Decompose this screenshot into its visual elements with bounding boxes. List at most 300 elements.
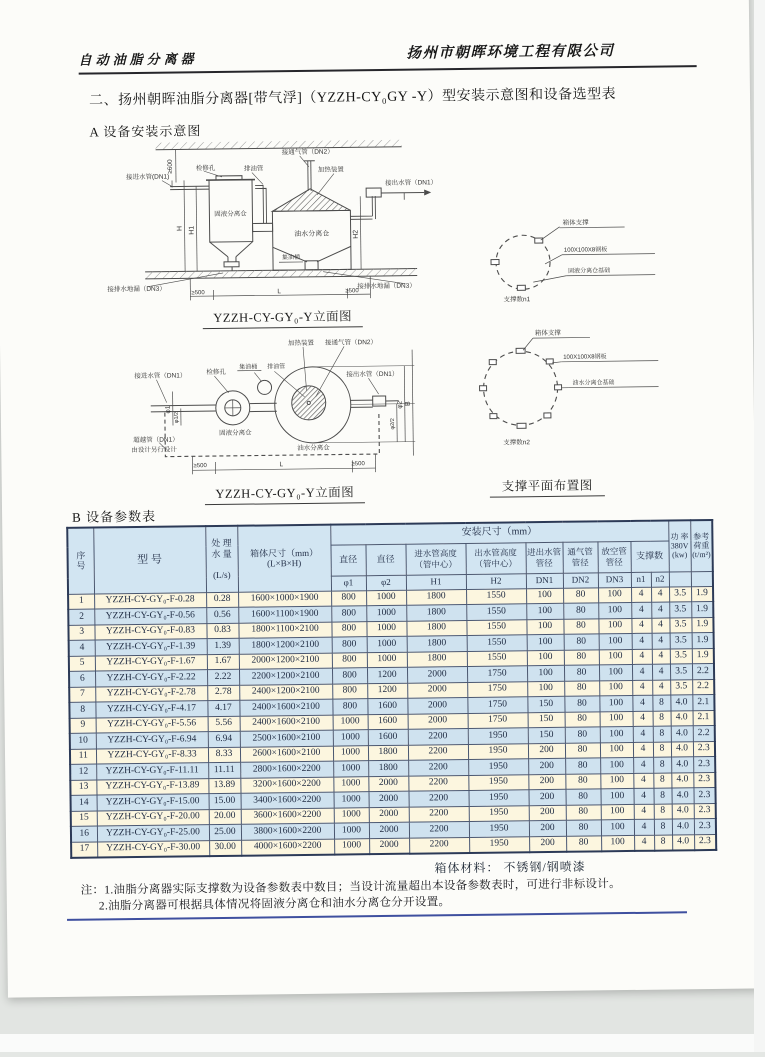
label-outlet-pipe-plan: 接出水管（DN1） [346,369,398,379]
col-header-H2: H2 [466,573,526,589]
label-floor-drain-right: 接排水地漏（DN3） [357,281,416,291]
cell-model: YZZH-CY-GY₀-F-6.94 [96,732,208,749]
cell-dn2: 80 [565,773,600,789]
dim-phi2: φ2 [397,400,404,408]
cell-dn3: 100 [598,602,631,618]
cell-box-size: 2000×1200×2100 [239,653,332,670]
cell-h1: 2200 [409,821,469,837]
cell-h1: 1800 [406,589,466,605]
col-header-phi2: φ2 [366,575,406,590]
col-header-h2-title: 出水管高度 （管中心） [465,542,525,574]
support-caption: 支撑平面布置图 [490,475,605,497]
cell-dn1: 200 [529,836,566,852]
label-solid-chamber-plan: 固液分离仓 [219,428,252,437]
header-company: 扬州市朝晖环境工程有限公司 [406,39,614,63]
label-box-support-2: 箱体支撑 [535,328,562,337]
cell-seq: 2 [68,609,94,625]
cell-h1: 1800 [407,651,467,667]
cell-dn3: 100 [600,773,633,789]
cell-h2: 1950 [468,728,528,744]
cell-flow: 30.00 [209,840,241,856]
cell-h2: 1950 [468,774,528,790]
cell-box-size: 2400×1200×2100 [239,684,332,701]
cell-phi1: 1000 [334,838,369,854]
cell-model: YZZH-CY-GY₀-F-0.28 [94,592,206,609]
cell-phi1: 800 [331,606,366,622]
label-box-support-1: 箱体支撑 [562,217,589,226]
cell-box-size: 3800×1600×2200 [241,823,334,840]
cell-seq: 14 [71,795,97,811]
label-inlet-pipe-plan: 接进水管（DN1） [134,370,186,380]
cell-phi1: 1000 [333,776,368,792]
section-b-heading: B 设备参数表 [72,506,156,526]
cell-seq: 8 [69,702,95,718]
cell-h1: 2200 [408,759,468,775]
cell-phi1: 1000 [334,823,369,839]
cell-power: 3.5 [670,679,692,695]
dim-500-right: ≥500 [345,288,359,294]
cell-phi2: 2000 [369,838,409,854]
dim-H2: H2 [353,230,360,239]
cell-dn2: 80 [566,820,601,836]
params-table [66,519,717,858]
cell-dn2: 80 [565,789,600,805]
cell-phi1: 1000 [333,745,368,761]
cell-load: 2.3 [694,834,716,850]
support2-linework [479,337,659,429]
col-header-dn2-title: 通气管 管径 [562,541,597,572]
cell-phi2: 2000 [368,791,408,807]
cell-n1: 4 [631,602,651,618]
col-header-install: 安装尺寸（mm） [330,521,668,545]
cell-flow: 13.89 [208,778,240,794]
cell-phi1: 800 [331,621,366,637]
elevation-caption: YZZH-CY-GY₀-Y立面图 [203,306,363,329]
col-header-DN2: DN2 [563,572,598,587]
cell-phi2: 1600 [368,714,408,730]
cell-model: YZZH-CY-GY₀-F-2.78 [95,685,207,702]
cell-h1: 1800 [406,620,466,636]
cell-dn3: 100 [598,587,631,603]
label-bypass-note: 由设计另行设计 [131,444,177,454]
cell-dn1: 100 [526,588,563,604]
section-a-heading: A 设备安装示意图 [89,120,201,140]
cell-phi2: 1600 [367,698,407,714]
label-bypass-pipe: 超越管（DN1） [133,434,179,444]
cell-load: 2.2 [692,679,714,695]
cell-phi1: 1000 [333,714,368,730]
cell-dn1: 200 [528,789,565,805]
cell-h1: 2000 [407,682,467,698]
cell-n2: 4 [652,633,670,649]
plan-caption: YZZH-CY-GY₀-Y立面图 [205,482,365,505]
cell-n1: 4 [633,757,653,773]
cell-flow: 2.78 [207,685,239,701]
cell-dn1: 100 [526,619,563,635]
cell-flow: 4.17 [207,700,239,716]
label-floor-drain-left: 接排水地漏（DN3） [107,284,166,294]
cell-dn3: 100 [599,633,632,649]
cell-dn2: 80 [565,758,600,774]
cell-box-size: 3200×1600×2200 [240,777,333,794]
cell-h2: 1950 [468,790,528,806]
cell-model: YZZH-CY-GY₀-F-1.39 [95,639,207,656]
cell-power: 3.5 [670,664,692,680]
label-vent-pipe-plan: 接通气管（DN2） [325,337,377,347]
cell-dn1: 100 [527,681,564,697]
col-header-flow: 处 理 水 量 (L/s) [205,526,238,592]
cell-dn3: 100 [599,695,632,711]
cell-flow: 8.33 [208,747,240,763]
cell-n1: 4 [633,711,653,727]
label-vent-pipe: 接通气管（DN2） [282,147,334,157]
doc-title: 二、扬州朝晖油脂分离器[带气浮]（YZZH-CY₀GY -Y）型安装示意图和设备选型表 [89,83,616,109]
cell-h1: 1800 [406,604,466,620]
cell-power: 4.0 [671,726,693,742]
dim-phi1: φ1 [165,405,172,413]
cell-seq: 11 [70,749,96,765]
cell-h2: 1550 [466,604,526,620]
cell-model: YZZH-CY-GY₀-F-0.83 [94,623,206,640]
label-support-count-2: 支撑数n2 [503,437,530,446]
cell-box-size: 1600×1100×1900 [238,606,331,623]
params-table-head [67,520,713,594]
cell-dn2: 80 [564,680,599,696]
cell-dn1: 150 [527,696,564,712]
cell-n2: 4 [651,586,669,602]
cell-model: YZZH-CY-GY₀-F-2.22 [95,670,207,687]
cell-n2: 8 [654,834,672,850]
label-heater-plan: 加热装置 [288,338,315,347]
col-header-n2: n2 [651,572,669,587]
cell-model: YZZH-CY-GY₀-F-20.00 [97,809,209,826]
col-header-power: 功 率 380V (kw) [668,520,691,571]
cell-n1: 4 [633,788,653,804]
cell-dn1: 200 [528,774,565,790]
cell-phi1: 800 [332,652,367,668]
label-oil-barrel: 集油桶 [282,253,300,261]
cell-n1: 4 [632,680,652,696]
cell-dn2: 80 [563,618,598,634]
cell-power: 3.5 [669,602,691,618]
cell-model: YZZH-CY-GY₀-F-11.11 [96,763,208,780]
label-oil-water-chamber: 油水分离仓 [294,229,329,238]
cell-h1: 2200 [409,806,469,822]
cell-h2: 1950 [468,743,528,759]
col-header-H1: H1 [406,574,466,590]
cell-dn1: 200 [529,805,566,821]
col-header-n1: n1 [631,572,651,587]
cell-flow: 0.28 [206,592,238,608]
cell-n1: 4 [632,664,652,680]
cell-phi2: 1200 [367,683,407,699]
cell-n1: 4 [633,773,653,789]
cell-dn2: 80 [563,587,598,603]
label-oil-water-chamber-plan: 油水分离仓 [297,443,330,452]
cell-h2: 1550 [467,650,527,666]
dim-H: H [177,226,184,231]
cell-phi2: 1800 [368,745,408,761]
cell-dn1: 100 [527,665,564,681]
cell-phi2: 2000 [369,822,409,838]
cell-dn2: 80 [565,742,600,758]
cell-power: 3.5 [669,617,691,633]
cell-h2: 1950 [468,759,528,775]
cell-h2: 1750 [468,712,528,728]
cell-model: YZZH-CY-GY₀-F-4.17 [95,701,207,718]
cell-h2: 1950 [469,836,529,852]
cell-flow: 6.94 [208,731,240,747]
cell-dn3: 100 [598,618,631,634]
col-header-power-empty [669,571,691,586]
cell-dn1: 100 [526,603,563,619]
cell-model: YZZH-CY-GY₀-F-8.33 [96,747,208,764]
col-header-load: 参考 荷重 (t/m²) [690,520,713,571]
col-header-dn3-title: 放空管 管径 [597,541,630,572]
material-note: 箱体材料： 不锈钢/钢喷漆 [434,858,586,877]
cell-seq: 10 [70,733,96,749]
cell-h1: 2000 [407,697,467,713]
cell-model: YZZH-CY-GY₀-F-30.00 [97,840,209,857]
col-header-DN1: DN1 [526,573,563,588]
label-inlet-pipe: 接进水管(DN1) [126,172,169,182]
cell-phi2: 1000 [367,636,407,652]
cell-seq: 15 [71,811,97,827]
cell-dn2: 80 [565,727,600,743]
cell-phi1: 800 [332,699,367,715]
elevation-linework [144,139,433,300]
cell-load: 1.9 [691,586,713,602]
cell-dn1: 200 [528,743,565,759]
cell-flow: 15.00 [209,793,241,809]
cell-model: YZZH-CY-GY₀-F-13.89 [96,778,208,795]
cell-box-size: 2400×1600×2100 [240,715,333,732]
cell-dn3: 100 [600,742,633,758]
cell-h1: 2200 [408,728,468,744]
cell-dn3: 100 [600,757,633,773]
support1-linework [491,226,656,291]
cell-load: 2.3 [693,772,715,788]
cell-n2: 8 [653,726,671,742]
cell-dn2: 80 [566,835,601,851]
dim-phi2-half: φ2/2 [390,418,396,429]
note-line-2: 2.油脂分离器可根据具体情况将固液分离仓和油水分离仓分开设置。 [99,893,451,913]
cell-n2: 4 [651,602,669,618]
cell-phi1: 1000 [333,761,368,777]
col-header-support: 支撑数 [630,541,668,572]
cell-load: 1.9 [691,601,713,617]
cell-dn1: 100 [527,650,564,666]
cell-seq: 5 [69,656,95,672]
cell-power: 4.0 [672,819,694,835]
cell-dn1: 100 [527,634,564,650]
header-brand: 自动油脂分离器 [78,48,197,68]
cell-n2: 8 [653,710,671,726]
cell-phi1: 800 [331,590,366,606]
label-outlet-pipe: 接出水管（DN1） [385,177,437,187]
label-access-hole: 检修孔 [196,163,216,172]
cell-seq: 6 [69,671,95,687]
cell-n1: 4 [632,695,652,711]
cell-load: 2.3 [694,818,716,834]
scan-edge-right [754,0,765,1052]
cell-dn3: 100 [599,664,632,680]
cell-n1: 4 [634,819,654,835]
cell-box-size: 2200×1200×2100 [239,668,332,685]
cell-load: 2.3 [694,787,716,803]
cell-n1: 4 [631,618,651,634]
cell-power: 4.0 [671,757,693,773]
cell-h2: 1750 [467,681,527,697]
col-header-seq: 序 号 [67,528,94,594]
elevation-diagram [104,137,456,309]
cell-flow: 2.22 [207,669,239,685]
cell-flow: 1.39 [207,638,239,654]
cell-flow: 0.83 [206,623,238,639]
cell-load: 1.9 [691,617,713,633]
label-solid-chamber: 固液分离仓 [214,209,247,218]
cell-load: 1.9 [692,648,714,664]
cell-phi2: 1200 [367,667,407,683]
cell-phi2: 1600 [368,729,408,745]
cell-box-size: 2400×1600×2100 [239,699,332,716]
cell-n2: 8 [654,819,672,835]
cell-box-size: 2500×1600×2100 [240,730,333,747]
label-foundation-1: 固液分离仓基础 [568,266,610,275]
params-table-body [68,586,716,857]
cell-n1: 4 [631,587,651,603]
cell-n2: 8 [653,772,671,788]
dim-B: B [405,401,412,406]
cell-phi2: 2000 [368,776,408,792]
cell-power: 4.0 [672,788,694,804]
cell-h2: 1950 [469,821,529,837]
cell-dn2: 80 [563,603,598,619]
cell-dn1: 150 [528,712,565,728]
cell-dn3: 100 [601,819,634,835]
cell-phi2: 1000 [367,652,407,668]
cell-dn3: 100 [599,680,632,696]
cell-dn2: 80 [564,649,599,665]
support-diagram-2 [460,325,667,457]
col-header-model: 型 号 [93,526,206,593]
cell-power: 4.0 [671,772,693,788]
dim-600: ≥600 [167,159,174,174]
col-header-phi1: φ1 [331,575,366,590]
cell-model: YZZH-CY-GY₀-F-5.56 [96,716,208,733]
col-header-load-empty [691,571,713,586]
cell-phi1: 1000 [334,807,369,823]
cell-phi2: 1000 [366,621,406,637]
cell-seq: 12 [70,764,96,780]
cell-model: YZZH-CY-GY₀-F-1.67 [95,654,207,671]
cell-h2: 1950 [469,805,529,821]
label-steel-plate-1: 100X100X8钢板 [564,245,607,254]
support-diagram-1 [474,211,660,305]
label-access-hole-plan: 检修孔 [206,367,226,376]
cell-dn2: 80 [564,634,599,650]
note-line-1: 注：1.油脂分离器实际支撑数为设备参数表中数目；当设计流量超出本设备参数表时，可进行非标设计。 [81,875,621,898]
cell-power: 3.5 [669,586,691,602]
cell-dn2: 80 [565,711,600,727]
cell-dn3: 100 [601,804,634,820]
cell-power: 4.0 [670,695,692,711]
cell-phi1: 800 [332,683,367,699]
dim-500-left: ≥500 [191,290,205,296]
cell-model: YZZH-CY-GY₀-F-25.00 [97,825,209,842]
plan-diagram [106,331,458,485]
dim-L-plan: L [279,461,283,468]
cell-flow: 11.11 [208,762,240,778]
dim-phi1-half: φ1/2 [174,412,180,423]
cell-n2: 8 [652,695,670,711]
cell-box-size: 4000×1600×2200 [241,839,334,856]
cell-load: 1.9 [692,632,714,648]
cell-power: 3.5 [670,648,692,664]
cell-seq: 4 [69,640,95,656]
cell-model: YZZH-CY-GY₀-F-0.56 [94,608,206,625]
cell-power: 4.0 [672,803,694,819]
cell-seq: 3 [68,625,94,641]
col-header-box: 箱体尺寸（mm） (L×B×H) [237,525,331,592]
cell-h1: 2200 [408,744,468,760]
cell-phi1: 800 [332,637,367,653]
cell-box-size: 1800×1200×2100 [239,637,332,654]
cell-seq: 16 [71,826,97,842]
cell-n2: 4 [652,664,670,680]
cell-n2: 8 [653,757,671,773]
cell-seq: 7 [69,687,95,703]
cell-h1: 2200 [408,790,468,806]
cell-dn3: 100 [600,788,633,804]
cell-box-size: 2800×1600×2200 [240,761,333,778]
cell-box-size: 1800×1100×2100 [238,622,331,639]
dim-H1: H1 [189,226,196,235]
cell-seq: 9 [70,718,96,734]
cell-dn3: 100 [600,711,633,727]
cell-load: 2.2 [693,725,715,741]
cell-power: 4.0 [671,741,693,757]
cell-load: 2.1 [693,710,715,726]
label-steel-plate-2: 100X100X8钢板 [563,352,606,361]
cell-phi2: 1000 [366,590,406,606]
cell-phi1: 1000 [333,730,368,746]
cell-power: 4.0 [671,710,693,726]
col-header-DN3: DN3 [598,572,631,587]
cell-dn2: 80 [564,696,599,712]
cell-dn3: 100 [601,835,634,851]
col-header-dn1-title: 进出水管 管径 [525,542,562,573]
cell-power: 4.0 [672,834,694,850]
dim-L: L [277,288,281,295]
cell-n1: 4 [632,633,652,649]
label-oil-drain-pipe-plan: 排油管 [267,362,285,370]
label-oil-drain-pipe: 排油管 [244,163,264,172]
cell-flow: 20.00 [209,809,241,825]
label-support-count-1: 支撑数n1 [503,294,530,303]
cell-dn1: 150 [528,727,565,743]
cell-h1: 2000 [408,713,468,729]
cell-load: 2.2 [692,663,714,679]
cell-load: 2.1 [692,694,714,710]
cell-n2: 4 [651,617,669,633]
cell-n1: 4 [634,835,654,851]
cell-flow: 25.00 [209,824,241,840]
cell-flow: 1.67 [207,654,239,670]
cell-h2: 1750 [467,697,527,713]
cell-h1: 1800 [407,635,467,651]
cell-dn1: 200 [528,758,565,774]
